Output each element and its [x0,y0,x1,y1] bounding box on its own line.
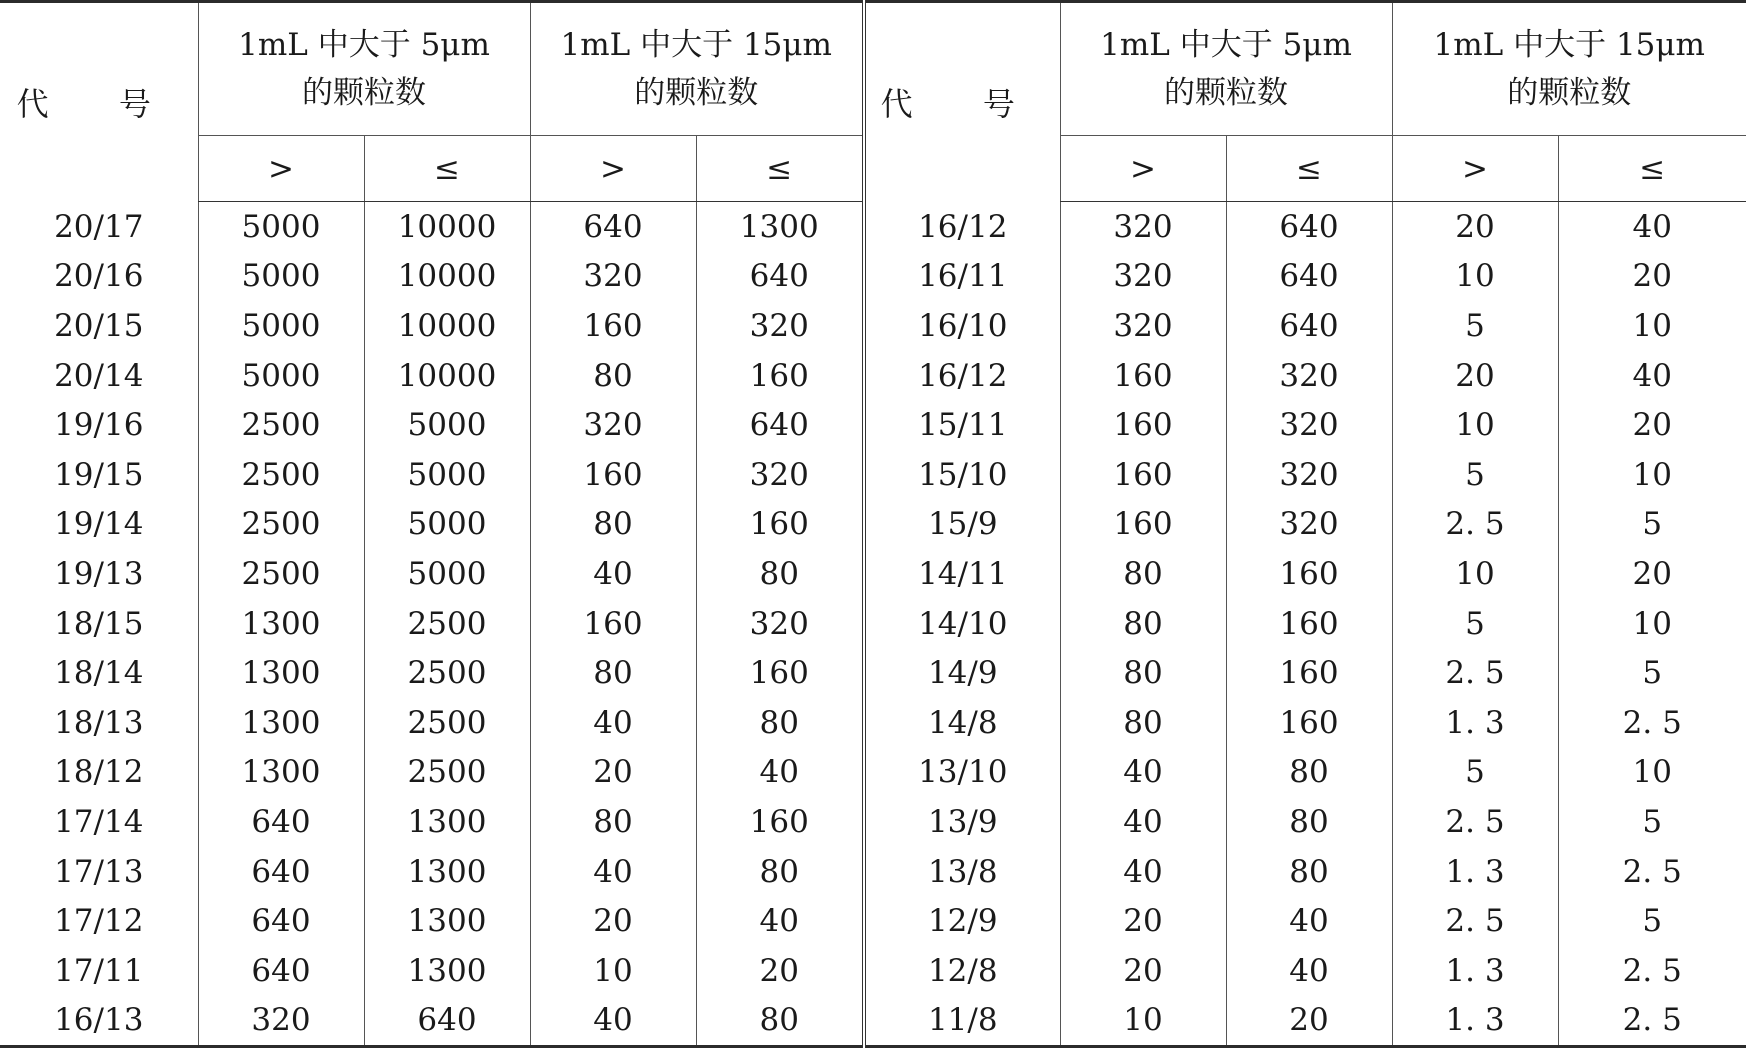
left-gt-5um-cell: 5000 [198,252,364,302]
left-le-5um-cell: 1300 [364,847,530,897]
table-row [0,301,1746,351]
subheader-le: ≤ [364,136,530,202]
right-gt-5um-cell: 160 [1060,351,1226,401]
right-code-cell: 12/9 [864,896,1060,946]
left-gt-5um-cell: 640 [198,946,364,996]
right-code-cell: 13/10 [864,748,1060,798]
table-row [0,996,1746,1047]
group-header-15um-left [530,2,864,136]
left-le-5um-cell: 10000 [364,351,530,401]
table-row [0,797,1746,847]
right-le-15um-cell: 20 [1558,549,1746,599]
left-le-15um-cell: 160 [696,797,864,847]
left-code-cell: 20/15 [54,307,144,344]
group-header-5um-line1: 1mL 中大于 5μm [238,27,490,63]
left-gt-15um-cell: 80 [530,648,696,698]
right-le-15um-cell: 2. 5 [1558,996,1746,1047]
right-le-15um-cell: 20 [1558,400,1746,450]
right-le-5um-cell: 160 [1226,648,1392,698]
left-le-15um-cell: 40 [696,748,864,798]
left-le-15um-cell: 160 [696,500,864,550]
subheader-le: ≤ [696,136,864,202]
subheader-gt: > [198,136,364,202]
table-row [0,698,1746,748]
right-code-cell: 14/9 [864,648,1060,698]
left-le-5um-cell: 5000 [364,400,530,450]
left-code-cell: 18/13 [54,704,144,741]
group-header-5um-right [1060,2,1392,136]
subheader-gt: > [1392,136,1558,202]
right-code-cell: 13/8 [864,847,1060,897]
right-le-5um-cell: 640 [1226,202,1392,252]
left-le-5um-cell: 2500 [364,648,530,698]
right-le-15um-cell: 5 [1558,896,1746,946]
right-gt-5um-cell: 20 [1060,946,1226,996]
left-le-15um-cell: 80 [696,996,864,1047]
group-header-15um-line2: 的颗粒数 [634,75,759,111]
left-gt-5um-cell: 2500 [198,450,364,500]
group-header-5um-line2: 的颗粒数 [1164,75,1288,111]
right-le-15um-cell: 10 [1558,748,1746,798]
right-le-15um-cell: 10 [1558,599,1746,649]
left-le-15um-cell: 1300 [696,202,864,252]
left-code-cell: 20/16 [54,258,144,295]
right-le-5um-cell: 80 [1226,847,1392,897]
left-le-5um-cell: 2500 [364,599,530,649]
left-gt-15um-cell: 10 [530,946,696,996]
right-gt-5um-cell: 80 [1060,698,1226,748]
left-le-15um-cell: 80 [696,698,864,748]
left-gt-15um-cell: 320 [530,400,696,450]
right-code-cell: 16/12 [864,202,1060,252]
right-gt-15um-cell: 10 [1392,400,1558,450]
left-code-cell: 17/11 [54,952,144,989]
left-gt-15um-cell: 80 [530,500,696,550]
code-header-right: 代 号 [864,2,1060,202]
right-gt-5um-cell: 20 [1060,896,1226,946]
left-gt-5um-cell: 640 [198,896,364,946]
right-le-5um-cell: 320 [1226,400,1392,450]
left-gt-5um-cell: 640 [198,797,364,847]
subheader-gt: > [1060,136,1226,202]
right-le-15um-cell: 10 [1558,450,1746,500]
left-le-5um-cell: 5000 [364,500,530,550]
right-code-cell: 16/10 [864,301,1060,351]
left-code-cell: 19/13 [54,555,144,592]
group-header-15um-line1: 1mL 中大于 15μm [1433,27,1705,63]
left-gt-15um-cell: 40 [530,698,696,748]
right-gt-5um-cell: 40 [1060,797,1226,847]
right-le-5um-cell: 640 [1226,301,1392,351]
right-code-cell: 12/8 [864,946,1060,996]
table-row [0,549,1746,599]
right-le-15um-cell: 5 [1558,648,1746,698]
group-header-15um-line1: 1mL 中大于 15μm [560,27,832,63]
right-gt-5um-cell: 160 [1060,500,1226,550]
left-le-15um-cell: 320 [696,301,864,351]
right-code-cell: 15/9 [864,500,1060,550]
table-row [0,896,1746,946]
right-gt-15um-cell: 5 [1392,599,1558,649]
right-le-5um-cell: 80 [1226,748,1392,798]
right-le-15um-cell: 2. 5 [1558,946,1746,996]
left-code-cell: 20/17 [54,208,144,245]
right-code-cell: 14/11 [864,549,1060,599]
left-gt-15um-cell: 160 [530,450,696,500]
right-code-cell: 11/8 [864,996,1060,1047]
table-row [0,351,1746,401]
right-le-5um-cell: 40 [1226,896,1392,946]
left-le-15um-cell: 320 [696,450,864,500]
left-le-15um-cell: 40 [696,896,864,946]
table-row [0,847,1746,897]
right-code-cell: 13/9 [864,797,1060,847]
right-code-cell: 15/11 [864,400,1060,450]
left-le-5um-cell: 1300 [364,896,530,946]
right-gt-15um-cell: 5 [1392,450,1558,500]
left-gt-5um-cell: 1300 [198,599,364,649]
left-gt-5um-cell: 320 [198,996,364,1047]
right-code-cell: 14/8 [864,698,1060,748]
table-row [0,748,1746,798]
table-row [0,252,1746,302]
table-row [0,946,1746,996]
left-code-cell: 19/14 [54,506,144,543]
right-le-5um-cell: 640 [1226,252,1392,302]
left-gt-5um-cell: 2500 [198,549,364,599]
left-gt-15um-cell: 40 [530,549,696,599]
right-le-5um-cell: 320 [1226,450,1392,500]
left-le-15um-cell: 160 [696,351,864,401]
left-le-5um-cell: 2500 [364,698,530,748]
right-gt-5um-cell: 10 [1060,996,1226,1047]
code-header-left: 代 号 [0,2,198,202]
right-gt-5um-cell: 80 [1060,599,1226,649]
group-header-5um-line1: 1mL 中大于 5μm [1100,27,1352,63]
left-code-cell: 16/13 [0,996,198,1047]
left-le-15um-cell: 160 [696,648,864,698]
left-le-5um-cell: 640 [364,996,530,1047]
left-gt-5um-cell: 2500 [198,500,364,550]
right-le-15um-cell: 40 [1558,202,1746,252]
right-le-15um-cell: 20 [1558,252,1746,302]
left-gt-5um-cell: 2500 [198,400,364,450]
right-gt-5um-cell: 40 [1060,748,1226,798]
right-gt-15um-cell: 10 [1392,549,1558,599]
right-code-cell: 16/12 [864,351,1060,401]
right-gt-5um-cell: 320 [1060,301,1226,351]
table-row [0,202,1746,252]
right-le-15um-cell: 5 [1558,797,1746,847]
left-le-15um-cell: 640 [696,400,864,450]
left-code-cell: 18/12 [54,754,144,791]
left-gt-5um-cell: 1300 [198,698,364,748]
right-le-5um-cell: 40 [1226,946,1392,996]
right-gt-15um-cell: 5 [1392,748,1558,798]
left-le-15um-cell: 80 [696,847,864,897]
right-le-5um-cell: 160 [1226,599,1392,649]
right-code-cell: 15/10 [864,450,1060,500]
left-code-cell: 19/15 [54,456,144,493]
subheader-gt: > [530,136,696,202]
left-gt-5um-cell: 5000 [198,301,364,351]
left-gt-15um-cell: 160 [530,599,696,649]
right-le-5um-cell: 80 [1226,797,1392,847]
table-row [0,599,1746,649]
right-gt-15um-cell: 2. 5 [1392,500,1558,550]
right-le-5um-cell: 320 [1226,351,1392,401]
left-le-5um-cell: 1300 [364,797,530,847]
left-gt-15um-cell: 80 [530,351,696,401]
right-gt-5um-cell: 160 [1060,450,1226,500]
table-row [0,648,1746,698]
left-gt-15um-cell: 80 [530,797,696,847]
right-gt-15um-cell: 20 [1392,351,1558,401]
left-gt-15um-cell: 20 [530,748,696,798]
group-header-15um-line2: 的颗粒数 [1507,75,1632,111]
right-gt-5um-cell: 160 [1060,400,1226,450]
left-le-5um-cell: 2500 [364,748,530,798]
left-gt-15um-cell: 40 [530,996,696,1047]
right-gt-5um-cell: 320 [1060,252,1226,302]
table-row [0,400,1746,450]
left-le-5um-cell: 10000 [364,202,530,252]
right-le-15um-cell: 2. 5 [1558,698,1746,748]
left-le-15um-cell: 80 [696,549,864,599]
right-code-cell: 14/10 [864,599,1060,649]
right-gt-15um-cell: 10 [1392,252,1558,302]
right-gt-15um-cell: 1. 3 [1392,946,1558,996]
table-body [0,202,1746,1047]
left-gt-15um-cell: 320 [530,252,696,302]
right-le-15um-cell: 40 [1558,351,1746,401]
left-le-15um-cell: 640 [696,252,864,302]
left-gt-15um-cell: 160 [530,301,696,351]
right-code-cell: 16/11 [864,252,1060,302]
left-le-15um-cell: 20 [696,946,864,996]
left-le-5um-cell: 5000 [364,450,530,500]
right-le-15um-cell: 5 [1558,500,1746,550]
right-gt-15um-cell: 2. 5 [1392,648,1558,698]
group-header-15um-right [1392,2,1746,136]
right-le-15um-cell: 10 [1558,301,1746,351]
left-le-5um-cell: 10000 [364,252,530,302]
right-gt-15um-cell: 1. 3 [1392,698,1558,748]
right-le-15um-cell: 2. 5 [1558,847,1746,897]
left-code-cell: 17/13 [54,853,144,890]
left-gt-5um-cell: 1300 [198,648,364,698]
left-gt-5um-cell: 5000 [198,351,364,401]
right-gt-15um-cell: 1. 3 [1392,996,1558,1047]
right-gt-15um-cell: 20 [1392,202,1558,252]
left-gt-5um-cell: 640 [198,847,364,897]
right-gt-15um-cell: 1. 3 [1392,847,1558,897]
left-gt-15um-cell: 40 [530,847,696,897]
right-le-5um-cell: 160 [1226,549,1392,599]
left-gt-5um-cell: 1300 [198,748,364,798]
right-gt-5um-cell: 80 [1060,648,1226,698]
table-row [0,450,1746,500]
right-gt-15um-cell: 2. 5 [1392,896,1558,946]
right-gt-15um-cell: 5 [1392,301,1558,351]
left-le-5um-cell: 10000 [364,301,530,351]
left-gt-5um-cell: 5000 [198,202,364,252]
left-code-cell: 17/14 [54,803,144,840]
left-code-cell: 20/14 [54,357,144,394]
left-le-5um-cell: 5000 [364,549,530,599]
left-code-cell: 18/14 [54,655,144,692]
left-le-15um-cell: 320 [696,599,864,649]
right-le-5um-cell: 320 [1226,500,1392,550]
left-code-cell: 19/16 [54,407,144,444]
subheader-le: ≤ [1558,136,1746,202]
right-gt-5um-cell: 320 [1060,202,1226,252]
right-gt-5um-cell: 80 [1060,549,1226,599]
group-header-5um-left [198,2,530,136]
right-le-5um-cell: 20 [1226,996,1392,1047]
group-header-5um-line2: 的颗粒数 [302,75,426,111]
left-code-cell: 18/15 [54,605,144,642]
right-gt-15um-cell: 2. 5 [1392,797,1558,847]
table-row [0,500,1746,550]
right-le-5um-cell: 160 [1226,698,1392,748]
left-gt-15um-cell: 20 [530,896,696,946]
left-code-cell: 17/12 [54,903,144,940]
left-gt-15um-cell: 640 [530,202,696,252]
right-gt-5um-cell: 40 [1060,847,1226,897]
left-le-5um-cell: 1300 [364,946,530,996]
subheader-le: ≤ [1226,136,1392,202]
